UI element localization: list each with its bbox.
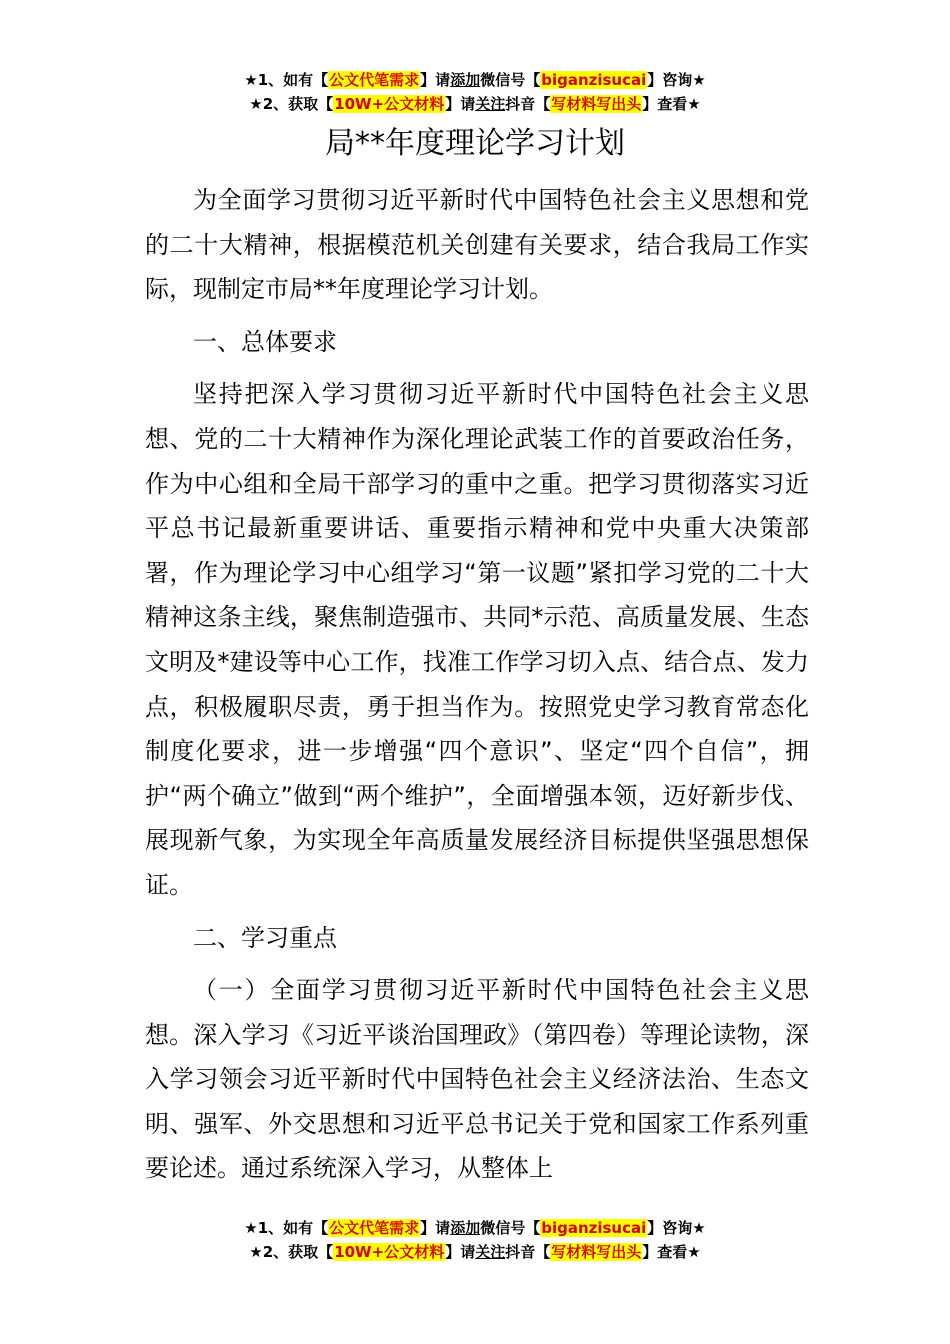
promo-text: ★2、获取【 [249, 95, 334, 113]
promo-line-1 [0, 68, 950, 92]
highlight-service: 公文代笔需求 [329, 71, 420, 89]
promo-line-2 [0, 92, 950, 116]
highlight-wechat-id: biganzisucai [541, 71, 647, 89]
promo-text: 】查看★ [642, 95, 701, 113]
promo-text: 微信号【 [480, 71, 541, 89]
promo-text: 抖音【 [505, 95, 551, 113]
highlight-materials: 10W+公文材料 [334, 1243, 445, 1261]
paragraph-overall-requirements: 坚持把深入学习贯彻习近平新时代中国特色社会主义思想、党的二十大精神作为深化理论武装工作的首要政治任务，作为中心组和全局干部学习的重中之重。把学习贯彻落实习近平总书记最新重要讲话、重要指示精神和党中央重大决策部署，作为理论学习中心组学习“第一议题”紧扣学习党的二十大精神这条主线，聚焦制造强市、共同*示范、高质量发展、生态文明及*建设等中心工作，找准工作学习切入点、结合点、发力点，积极履职尽责，勇于担当作为。按照党史学习教育常态化制度化要求，进一步增强“四个意识”、坚定“四个自信”，拥护“两个确立”做到“两个维护”，全面增强本领，迈好新步伐、展现新气象，为实现全年高质量发展经济目标提供坚强思想保证。 [145, 380, 809, 899]
highlight-wechat-id: biganzisucai [541, 1219, 647, 1237]
document-title: 局**年度理论学习计划 [325, 126, 625, 161]
promo-text: ★2、获取【 [249, 1243, 334, 1261]
highlight-materials: 10W+公文材料 [334, 95, 445, 113]
paragraph-study-focus-1: （一）全面学习贯彻习近平新时代中国特色社会主义思想。深入学习《习近平谈治国理政》（第四卷）等理论读物，深入学习领会习近平新时代中国特色社会主义经济法治、生态文明、强军、外交思想和习近平总书记关于党和国家工作系列重要论述。通过系统深入学习，从整体上 [145, 976, 809, 1183]
document-body [145, 178, 809, 1191]
promo-text: 微信号【 [480, 1219, 541, 1237]
underlined-text: 添加 [450, 71, 481, 89]
promo-text: 】请 [420, 1219, 451, 1237]
promo-text: ★1、如有【 [244, 71, 329, 89]
highlight-service: 公文代笔需求 [329, 1219, 420, 1237]
footer-promo-banner [0, 1216, 950, 1264]
paragraph-intro: 为全面学习贯彻习近平新时代中国特色社会主义思想和党的二十大精神，根据模范机关创建有关要求，结合我局工作实际，现制定市局**年度理论学习计划。 [145, 186, 809, 304]
highlight-douyin: 写材料写出头 [551, 1243, 642, 1261]
promo-line-2 [0, 1240, 950, 1264]
underlined-text: 添加 [450, 1219, 481, 1237]
section-heading-2: 二、学习重点 [193, 923, 337, 952]
highlight-douyin: 写材料写出头 [551, 95, 642, 113]
promo-text: 】查看★ [642, 1243, 701, 1261]
underlined-text: 关注 [475, 1243, 506, 1261]
promo-text: 抖音【 [505, 1243, 551, 1261]
promo-text: 】咨询★ [647, 71, 706, 89]
promo-text: 】请 [420, 71, 451, 89]
header-promo-banner [0, 68, 950, 116]
underlined-text: 关注 [475, 95, 506, 113]
promo-text: 】请 [445, 95, 476, 113]
promo-line-1 [0, 1216, 950, 1240]
promo-text: ★1、如有【 [244, 1219, 329, 1237]
promo-text: 】咨询★ [647, 1219, 706, 1237]
section-heading-1: 一、总体要求 [193, 327, 337, 356]
promo-text: 】请 [445, 1243, 476, 1261]
